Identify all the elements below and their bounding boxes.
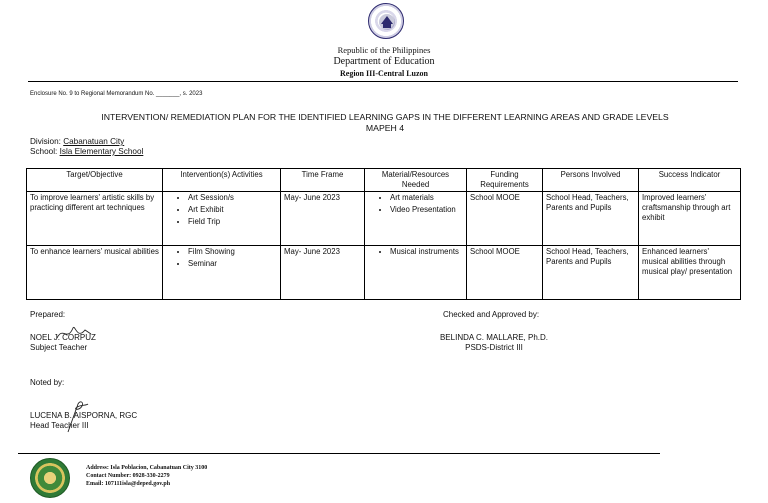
footer-divider bbox=[18, 453, 660, 454]
header-republic: Republic of the Philippines bbox=[337, 45, 431, 55]
funding-cell: School MOOE bbox=[467, 192, 543, 246]
footer-contact: Contact Number: 0928-330-2279 bbox=[86, 473, 170, 479]
intervention-item: • Seminar bbox=[188, 259, 277, 269]
prepared-title: Subject Teacher bbox=[30, 343, 88, 352]
intervention-table bbox=[26, 168, 741, 300]
table-header-row bbox=[27, 169, 741, 192]
materials-cell bbox=[365, 246, 467, 300]
deped-seal bbox=[368, 3, 404, 39]
school-logo bbox=[30, 458, 70, 498]
school-label: School: bbox=[30, 147, 60, 156]
time-frame-cell: May- June 2023 bbox=[281, 246, 365, 300]
prepared-name: NOEL J. CORPUZ bbox=[30, 333, 96, 342]
intervention-item: • Art Exhibit bbox=[188, 205, 277, 215]
division-line bbox=[30, 137, 124, 146]
school-line bbox=[30, 147, 143, 156]
funding-cell: School MOOE bbox=[467, 246, 543, 300]
noted-name: LUCENA B. AISPORNA, RGC bbox=[30, 411, 138, 420]
col-header-materials: Material/Resources Needed bbox=[365, 169, 467, 192]
header-region: Region III-Central Luzon bbox=[339, 69, 428, 78]
checked-name: BELINDA C. MALLARE, Ph.D. bbox=[439, 333, 549, 342]
col-header-funding: Funding Requirements bbox=[467, 169, 543, 192]
indicator-cell: Improved learners' craftsmanship through art exhibit bbox=[639, 192, 741, 246]
noted-title: Head Teacher III bbox=[30, 421, 89, 430]
col-header-interventions: Intervention(s) Activities bbox=[163, 169, 281, 192]
persons-cell: School Head, Teachers, Parents and Pupils bbox=[543, 246, 639, 300]
header-department: Department of Education bbox=[333, 56, 435, 67]
interventions-cell bbox=[163, 192, 281, 246]
material-item: • Video Presentation bbox=[390, 205, 463, 215]
indicator-cell: Enhanced learners' musical abilities through musical play/ presentation bbox=[639, 246, 741, 300]
footer-email: Email: 107111isla@deped.gov.ph bbox=[86, 481, 171, 487]
prepared-label: Prepared: bbox=[30, 310, 66, 319]
time-frame-cell: May- June 2023 bbox=[281, 192, 365, 246]
division-label: Division: bbox=[30, 137, 64, 146]
table-row bbox=[27, 246, 741, 300]
header-divider bbox=[28, 81, 738, 82]
division-value: Cabanatuan City bbox=[63, 137, 125, 146]
table-row bbox=[27, 192, 741, 246]
col-header-objective: Target/Objective bbox=[27, 169, 163, 192]
objective-cell: To improve learners' artistic skills by practicing different art techniques bbox=[27, 192, 163, 246]
noted-label: Noted by: bbox=[30, 378, 65, 387]
plan-subject: MAPEH 4 bbox=[365, 123, 405, 133]
materials-cell bbox=[365, 192, 467, 246]
objective-cell: To enhance learners' musical abilities bbox=[27, 246, 163, 300]
col-header-persons: Persons Involved bbox=[543, 169, 639, 192]
enclosure-note: Enclosure No. 9 to Regional Memorandum No. _______, s. 2023 bbox=[30, 91, 203, 97]
school-value: Isla Elementary School bbox=[59, 147, 144, 156]
material-item: • Musical instruments bbox=[390, 247, 463, 257]
checked-label: Checked and Approved by: bbox=[443, 310, 540, 319]
col-header-time-frame: Time Frame bbox=[281, 169, 365, 192]
interventions-cell bbox=[163, 246, 281, 300]
intervention-item: • Field Trip bbox=[188, 217, 277, 227]
persons-cell: School Head, Teachers, Parents and Pupils bbox=[543, 192, 639, 246]
plan-title: INTERVENTION/ REMEDIATION PLAN FOR THE IDENTIFIED LEARNING GAPS IN THE DIFFERENT LEARNING AREAS AND GRADE LEVELS bbox=[101, 112, 669, 122]
intervention-item: • Art Session/s bbox=[188, 193, 277, 203]
checked-title: PSDS-District III bbox=[465, 343, 523, 352]
material-item: • Art materials bbox=[390, 193, 463, 203]
intervention-item: • Film Showing bbox=[188, 247, 277, 257]
footer-address: Address: Isla Poblacion, Cabanatuan City 3100 bbox=[86, 465, 208, 471]
col-header-indicator: Success Indicator bbox=[639, 169, 741, 192]
